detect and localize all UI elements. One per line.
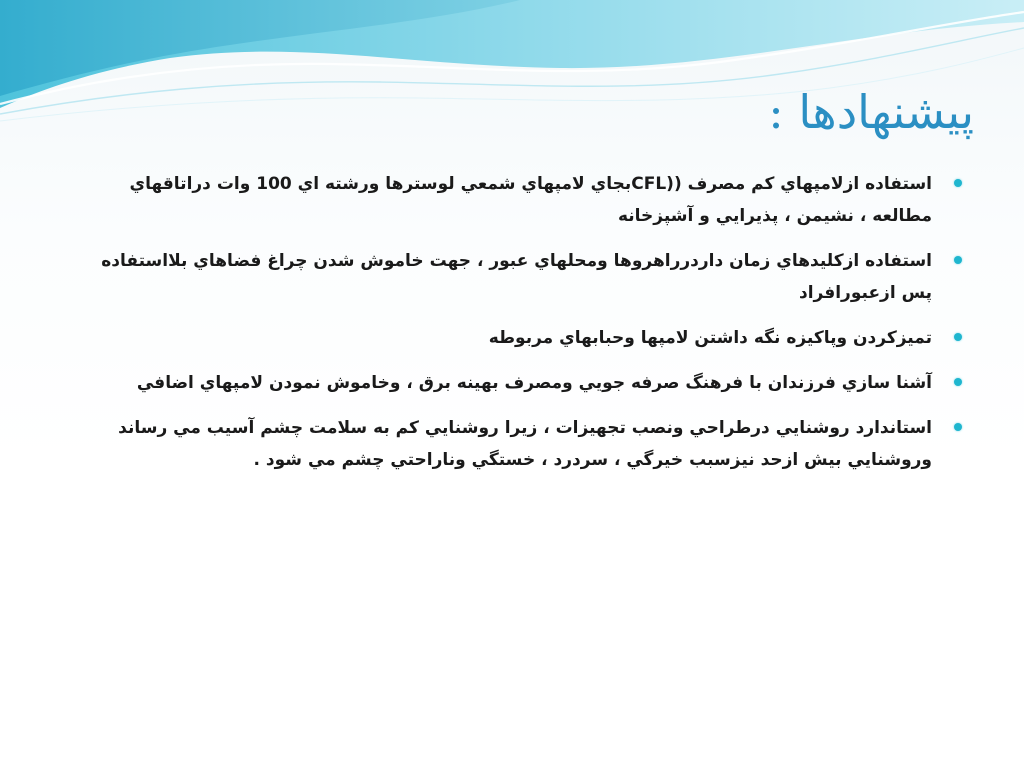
list-item bbox=[82, 322, 962, 354]
bullet-text: استفاده ازكليدهاي زمان داردرراهروها ومحلهاي عبور ، جهت خاموش شدن چراغ فضاهاي بلااستفاده پس ازعبورافراد bbox=[101, 251, 932, 303]
bullet-text: استاندارد روشنايي درطراحي ونصب تجهيزات ، زيرا روشنايي كم به سلامت چشم آسيب مي رساند وروشنايي بيش ازحد نيزسبب خيرگي ، سردرد ، خستگي وناراحتي چشم مي شود . bbox=[118, 418, 932, 470]
bullet-dot-icon bbox=[954, 256, 962, 264]
bullet-text: تميزكردن وپاكيزه نگه داشتن لامپها وحبابهاي مربوطه bbox=[488, 328, 932, 348]
bullet-dot-icon bbox=[954, 179, 962, 187]
list-item bbox=[82, 367, 962, 399]
bullet-dot-icon bbox=[954, 333, 962, 341]
slide-title: پیشنهادها : bbox=[768, 85, 974, 139]
list-item bbox=[82, 168, 962, 232]
bullet-dot-icon bbox=[954, 423, 962, 431]
list-item bbox=[82, 412, 962, 476]
bullet-dot-icon bbox=[954, 378, 962, 386]
bullet-list bbox=[82, 168, 962, 489]
list-item bbox=[82, 245, 962, 309]
bullet-text: استفاده ازلامپهاي كم مصرف ((CFLبجاي لامپهاي شمعي لوسترها ورشته اي 100 وات دراتاقهاي مطالعه ، نشيمن ، پذيرايي و آشپزخانه bbox=[129, 174, 932, 226]
bullet-text: آشنا سازي فرزندان با فرهنگ صرفه جويي ومصرف بهينه برق ، وخاموش نمودن لامپهاي اضافي bbox=[136, 373, 932, 393]
